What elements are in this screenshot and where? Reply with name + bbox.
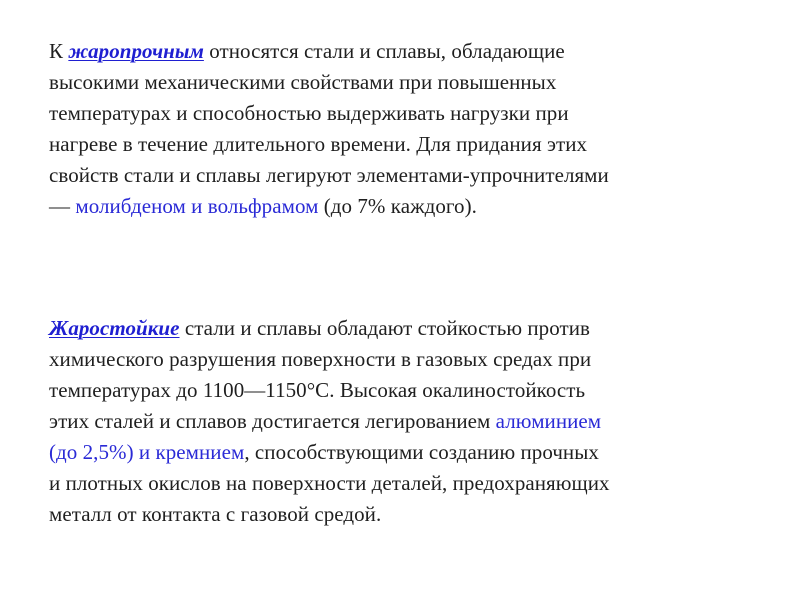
text-fragment: К (49, 39, 69, 63)
text-fragment: , способствующими созданию прочных (244, 440, 599, 464)
highlighted-element-aluminium: алюминием (495, 409, 602, 433)
paragraph-line: химического разрушения поверхности в газовых средах при (49, 347, 592, 371)
paragraph-line (49, 313, 789, 344)
paragraph-line: и плотных окислов на поверхности деталей, предохраняющих (49, 471, 610, 495)
highlighted-elements-molybdenum-tungsten: молибденом и вольфрамом (75, 194, 319, 218)
scale-resistant-paragraph (49, 313, 789, 530)
paragraph-line: высокими механическими свойствами при повышенных (49, 70, 557, 94)
highlighted-element-silicon: (до 2,5%) и кремнием (49, 440, 245, 464)
paragraph-line (49, 406, 789, 437)
paragraph-line (49, 36, 789, 67)
text-fragment: стали и сплавы обладают стойкостью против (179, 316, 590, 340)
paragraph-line: нагреве в течение длительного времени. Для придания этих (49, 132, 588, 156)
paragraph-line: свойств стали и сплавы легируют элементами-упрочнителями (49, 163, 609, 187)
paragraph-line: металл от контакта с газовой средой. (49, 502, 382, 526)
paragraph-line (49, 191, 789, 222)
paragraph-line: температурах и способностью выдерживать нагрузки при (49, 101, 569, 125)
paragraph-line: температурах до 1100—1150°С. Высокая окалиностойкость (49, 378, 586, 402)
text-fragment: — (49, 194, 76, 218)
paragraph-line (49, 437, 789, 468)
text-fragment: относятся стали и сплавы, обладающие (203, 39, 565, 63)
term-heat-resistant-link[interactable]: жаропрочным (68, 39, 204, 63)
heat-resistant-paragraph (49, 36, 789, 222)
term-scale-resistant-link[interactable]: Жаростойкие (49, 316, 180, 340)
text-fragment: (до 7% каждого). (318, 194, 477, 218)
text-fragment: этих сталей и сплавов достигается легированием (49, 409, 496, 433)
